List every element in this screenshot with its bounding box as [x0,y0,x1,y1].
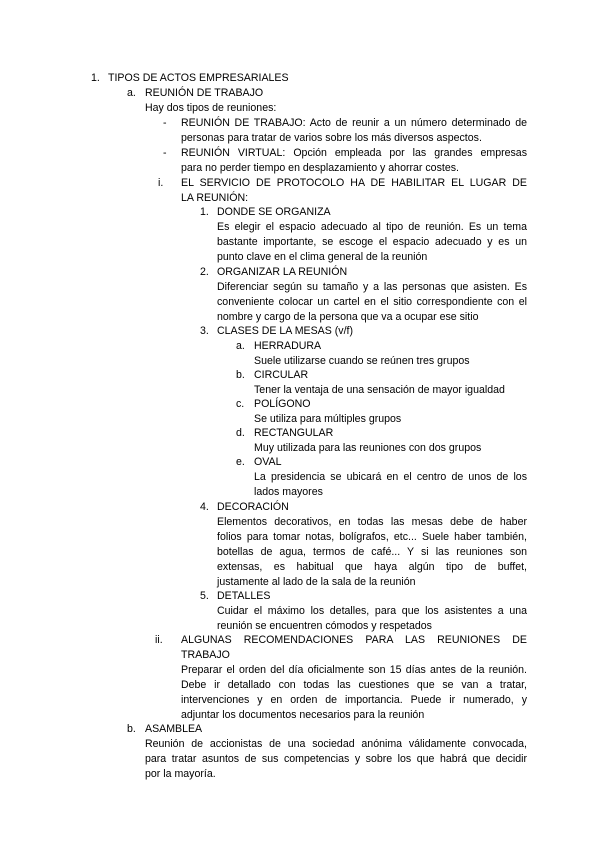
list-marker: a. [236,340,245,352]
list-marker: e. [236,456,245,468]
list-marker: 3. [200,325,209,337]
item-heading: ORGANIZAR LA REUNIÓN [217,266,348,278]
item-heading: HERRADURA [254,340,322,352]
paragraph-line: REUNIÓN VIRTUAL: Opción empleada por las grandes empresas [181,147,527,159]
subsection-heading: TRABAJO [181,649,230,661]
list-marker: a. [127,87,136,99]
paragraph-line: adjuntar los documentos necesarios para la reunión [181,709,425,721]
paragraph-line: reunión se encuentren cómodos y respetados [217,620,432,632]
list-marker: c. [236,398,245,410]
item-heading: OVAL [254,456,282,468]
paragraph-line: Se utiliza para múltiples grupos [254,413,402,425]
paragraph-line: para tratar asuntos de sus competencias y sobre los que habrá que decidir [145,753,527,765]
list-marker: - [163,147,167,159]
item-heading: DONDE SE ORGANIZA [217,206,331,218]
subsection-heading: EL SERVICIO DE PROTOCOLO HA DE HABILITAR EL LUGAR DE [181,177,527,189]
item-heading: POLÍGONO [254,398,311,410]
list-marker: ii. [155,634,163,646]
paragraph-line: conveniente colocar un cartel en el sitio correspondiente con el [217,296,527,308]
paragraph-line: personas para tratar de varios sobre los más diversos aspectos. [181,132,482,144]
paragraph-line: Cuidar el máximo los detalles, para que los asistentes a una [217,605,527,617]
paragraph-line: bastante importante, se escoge el espacio adecuado y es un [217,236,527,248]
paragraph-line: Suele utilizarse cuando se reúnen tres grupos [254,355,470,367]
paragraph-line: lados mayores [254,486,323,498]
subsection-heading: ALGUNAS RECOMENDACIONES PARA LAS REUNIONES DE [181,634,527,646]
paragraph-line: botellas de agua, termos de café... Y si las reuniones son [217,546,527,558]
list-marker: 1. [200,206,209,218]
paragraph-line: La presidencia se ubicará en el centro de unos de los [254,471,527,483]
paragraph-line: Hay dos tipos de reuniones: [145,102,277,114]
list-marker: i. [158,177,164,189]
paragraph-line: folios para tomar notas, bolígrafos, etc... Suele haber también, [217,531,527,543]
paragraph-line: para no perder tiempo en desplazamiento y ahorrar costes. [181,162,459,174]
paragraph-line: justamente al lado de la sala de la reunión [217,576,416,588]
list-marker: 2. [200,266,209,278]
paragraph-line: Muy utilizada para las reuniones con dos grupos [254,442,482,454]
item-heading: DECORACIÓN [217,501,289,513]
paragraph-line: Es elegir el espacio adecuado al tipo de reunión. Es un tema [217,221,527,233]
list-marker: d. [236,427,245,439]
list-marker: 5. [200,590,209,602]
paragraph-line: Preparar el orden del día oficialmente son 15 días antes de la reunión. [181,664,527,676]
list-marker: 1. [91,72,100,84]
item-heading: DETALLES [217,590,271,602]
list-marker: - [163,117,167,129]
subsection-heading: REUNIÓN DE TRABAJO [145,87,264,99]
paragraph-line: Diferenciar según su tamaño y a las personas que asisten. Es [217,281,527,293]
paragraph-line: Debe ir detallado con todas las cuestiones que se van a tratar, [181,679,527,691]
item-heading: CLASES DE LA MESAS (v/f) [217,325,353,337]
paragraph-line: nombre y cargo de la persona que va a ocupar ese sitio [217,311,479,323]
paragraph-line: Elementos decorativos, en todas las mesas debe de haber [217,516,527,528]
paragraph-line: REUNIÓN DE TRABAJO: Acto de reunir a un número determinado de [181,117,527,129]
list-marker: 4. [200,501,209,513]
item-heading: CIRCULAR [254,369,309,381]
list-marker: b. [127,723,136,735]
list-marker: b. [236,369,245,381]
section-heading: TIPOS DE ACTOS EMPRESARIALES [108,72,289,84]
paragraph-line: Reunión de accionistas de una sociedad anónima válidamente convocada, [145,738,527,750]
item-heading: RECTANGULAR [254,427,334,439]
paragraph-line: punto clave en el clima general de la reunión [217,251,428,263]
paragraph-line: extensas, es habitual que haya algún tipo de buffet, [217,561,527,573]
paragraph-line: por la mayoría. [145,768,216,780]
paragraph-line: Tener la ventaja de una sensación de mayor igualdad [254,384,505,396]
paragraph-line: intervenciones y en orden de importancia. Puede ir numerado, y [181,694,527,706]
subsection-heading: LA REUNIÓN: [181,192,249,204]
subsection-heading: ASAMBLEA [145,723,203,735]
